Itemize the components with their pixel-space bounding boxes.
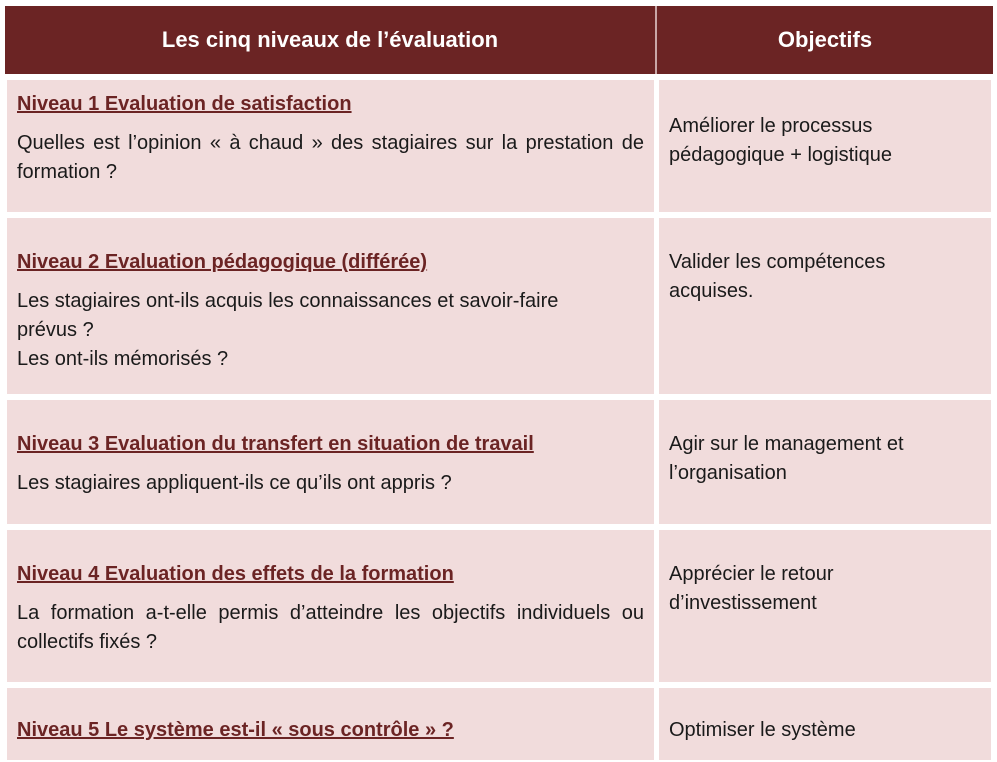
level-title: Niveau 5 Le système est-il « sous contrôle » ? bbox=[17, 719, 454, 741]
table-row bbox=[5, 400, 993, 524]
table-row bbox=[5, 688, 993, 760]
table-row bbox=[5, 218, 993, 394]
header-objectives: Objectifs bbox=[777, 27, 873, 52]
evaluation-levels-table bbox=[5, 6, 993, 760]
level-objective: Optimiser le système bbox=[669, 719, 856, 741]
level-title: Niveau 3 Evaluation du transfert en situation de travail bbox=[17, 433, 534, 455]
level-title: Niveau 1 Evaluation de satisfaction bbox=[17, 93, 352, 115]
level-description: La formation a-t-elle permis d’atteindre les objectifs individuels ou collectifs fixés ? bbox=[17, 602, 644, 653]
table-header bbox=[5, 6, 993, 74]
level-description: Les stagiaires ont-ils acquis les connaissances et savoir-faire prévus ? Les ont-ils mémorisés ? bbox=[17, 290, 559, 370]
level-description: Quelles est l’opinion « à chaud » des stagiaires sur la prestation de formation ? bbox=[17, 132, 644, 183]
table-row bbox=[5, 80, 993, 212]
level-title: Niveau 4 Evaluation des effets de la formation bbox=[17, 563, 454, 585]
level-objective: Agir sur le management et l’organisation bbox=[669, 433, 904, 484]
level-objective: Valider les compétences acquises. bbox=[669, 251, 886, 302]
table-row bbox=[5, 530, 993, 682]
level-objective: Apprécier le retour d’investissement bbox=[669, 563, 834, 614]
level-title: Niveau 2 Evaluation pédagogique (différée) bbox=[17, 251, 428, 273]
level-description: Les stagiaires appliquent-ils ce qu’ils ont appris ? bbox=[17, 472, 452, 494]
level-objective: Améliorer le processus pédagogique + logistique bbox=[669, 115, 892, 166]
header-levels: Les cinq niveaux de l’évaluation bbox=[161, 27, 499, 52]
